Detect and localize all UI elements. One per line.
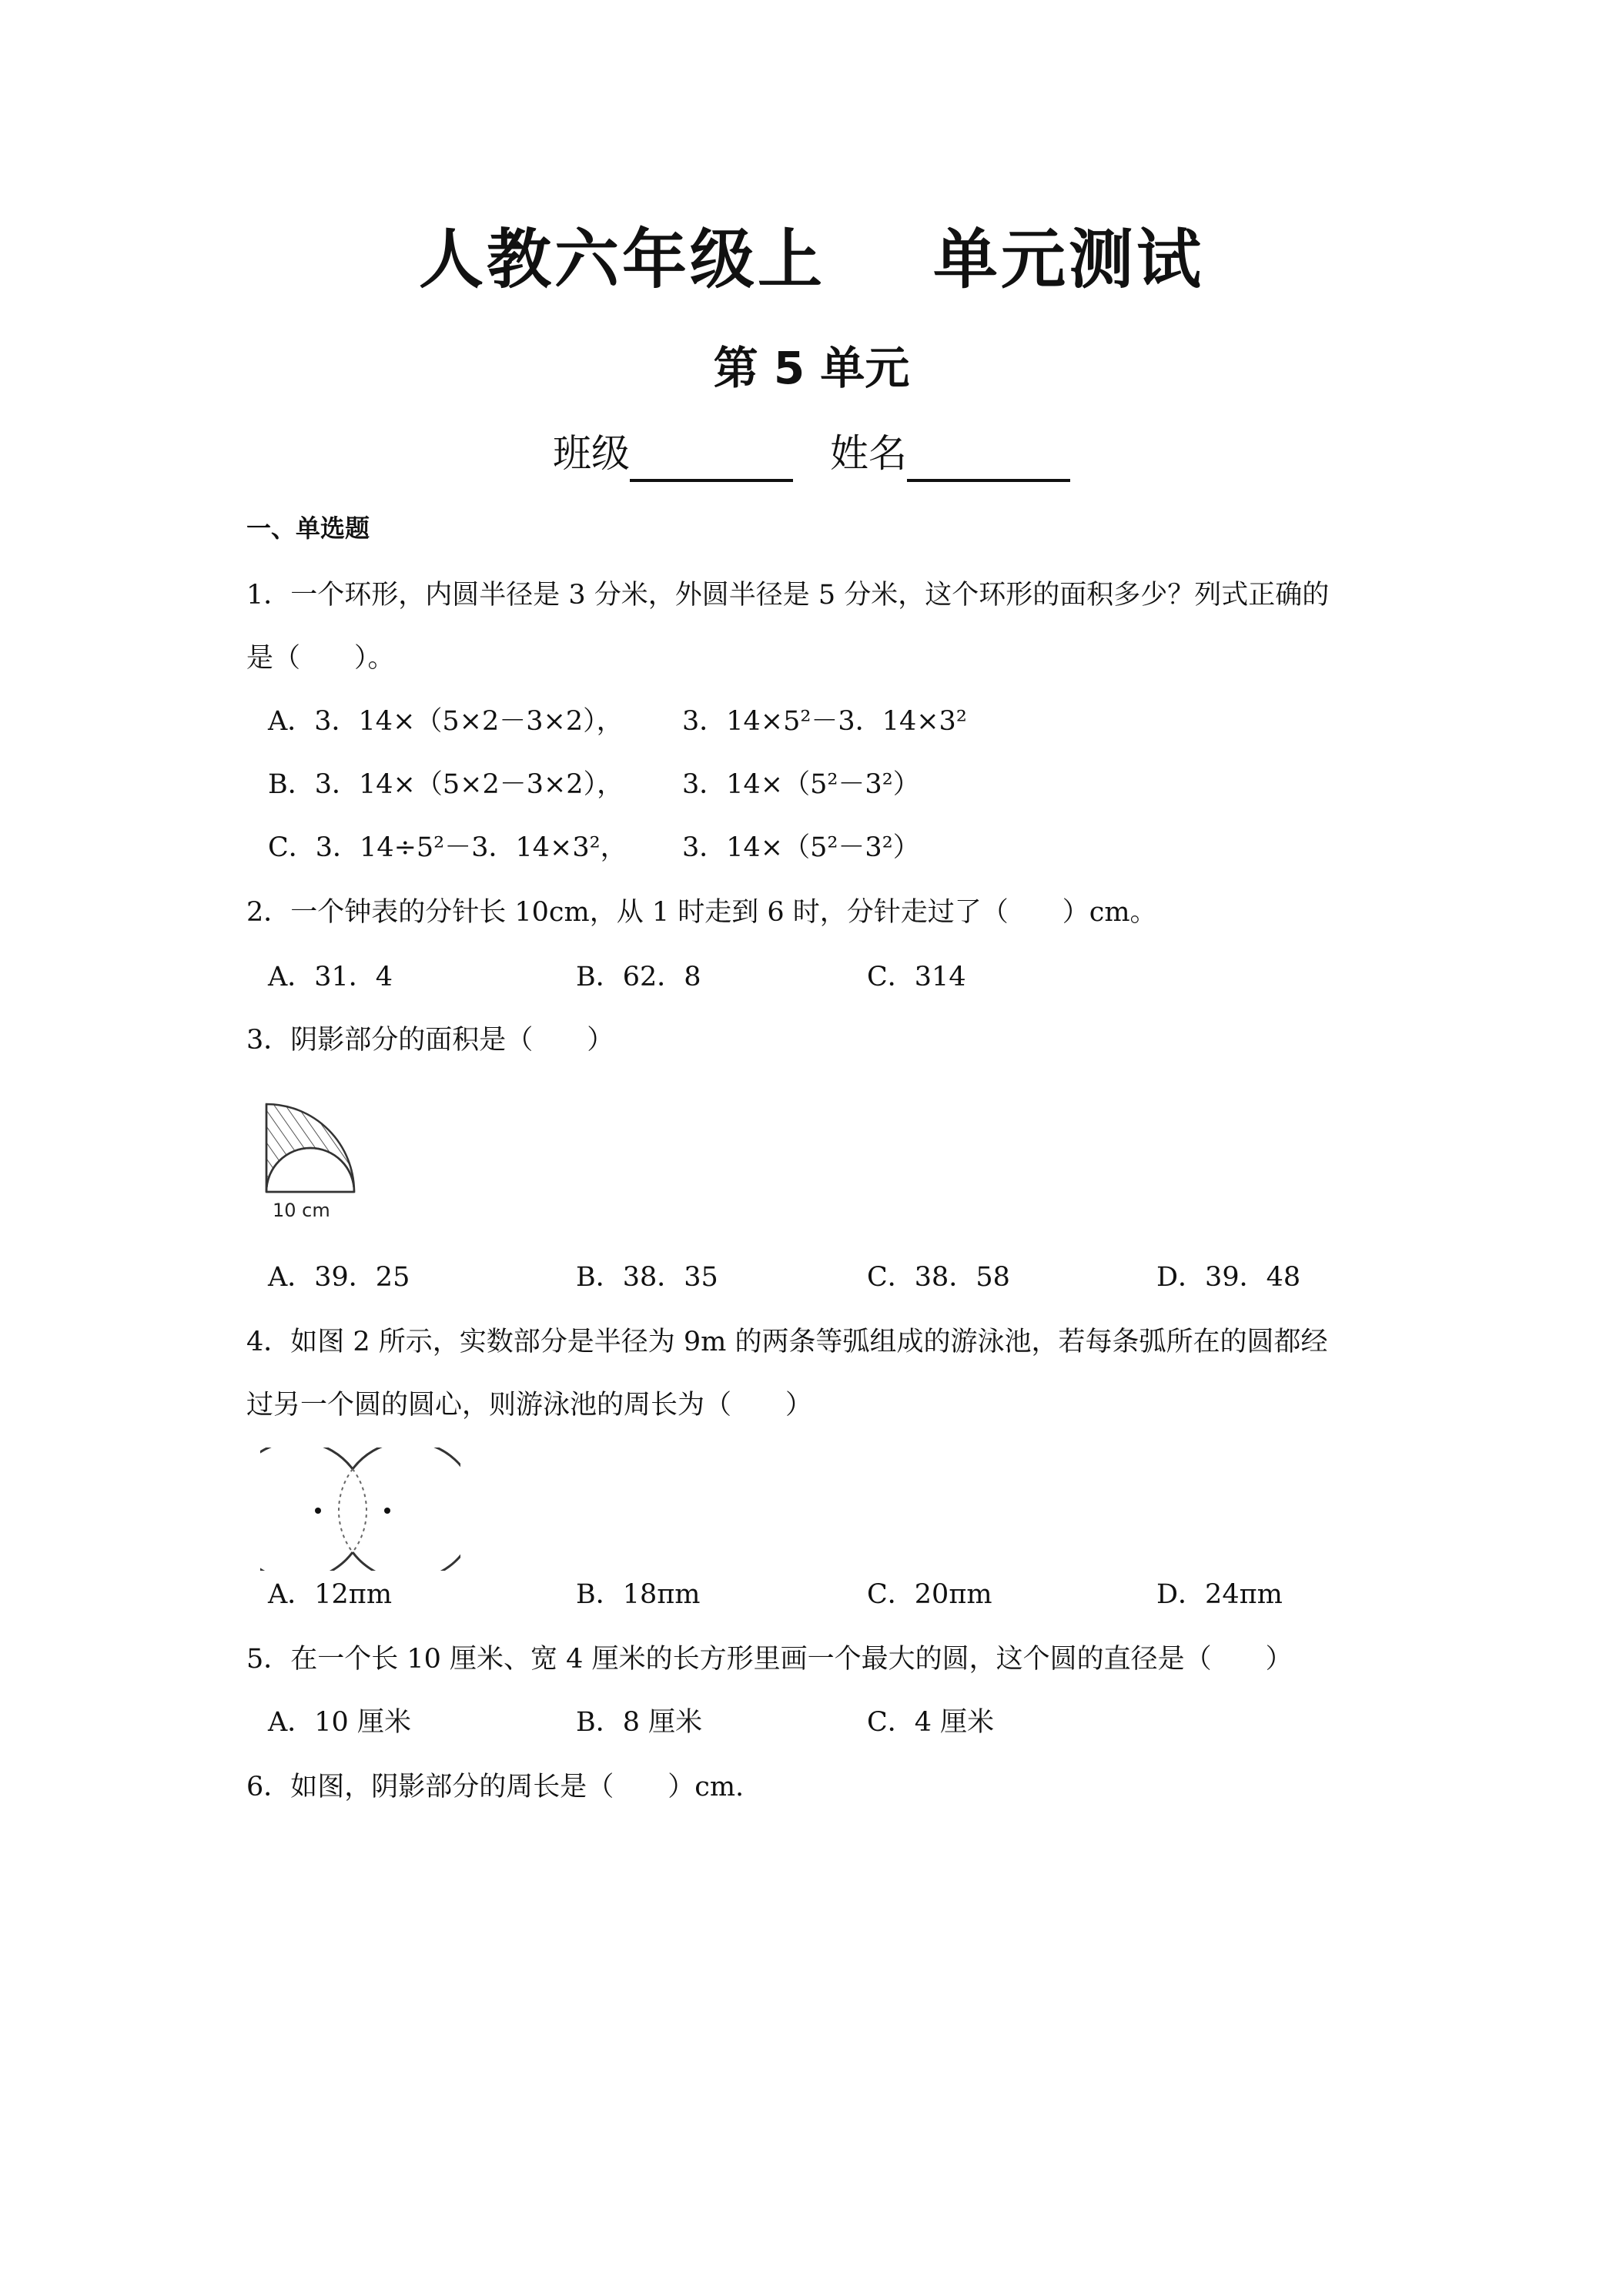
page-title bbox=[0, 217, 1623, 302]
q3-quarter-circle-figure bbox=[254, 1093, 370, 1224]
q3-option-b: B．38．35 bbox=[576, 1262, 718, 1293]
q5-option-b: B．8 厘米 bbox=[576, 1707, 703, 1738]
q1-option-c-part2: 3．14×（5²－3²） bbox=[682, 832, 920, 863]
q4-option-c: C．20πm bbox=[867, 1579, 992, 1610]
q5-text: 5．在一个长 10 厘米、宽 4 厘米的长方形里画一个最大的圆，这个圆的直径是（ ） bbox=[246, 1644, 1293, 1675]
q1-option-c-part1: C．3．14÷5²－3．14×3²， bbox=[268, 832, 627, 863]
title-left: 人教六年级上 bbox=[418, 222, 825, 297]
q1-text-line2: 是（ ）。 bbox=[246, 643, 395, 674]
q2-option-a: A．31．4 bbox=[268, 962, 393, 992]
section-heading: 一、单选题 bbox=[246, 514, 370, 543]
q5-option-c: C．4 厘米 bbox=[867, 1707, 995, 1738]
q1-option-b-part2: 3．14×（5²－3²） bbox=[682, 769, 920, 800]
name-label: 姓名 bbox=[830, 431, 907, 476]
q4-text-line2: 过另一个圆的圆心，则游泳池的周长为（ ） bbox=[246, 1390, 813, 1421]
q1-option-a-part2: 3．14×5²－3．14×3² bbox=[682, 706, 967, 737]
q4-option-d: D．24πm bbox=[1156, 1579, 1283, 1610]
q1-option-a-part1: A．3．14×（5×2－3×2）， bbox=[268, 706, 624, 737]
q2-text: 2．一个钟表的分针长 10cm，从 1 时走到 6 时，分针走过了（ ）cm。 bbox=[246, 897, 1157, 928]
class-blank[interactable] bbox=[630, 436, 793, 482]
unit-subtitle: 第 5 单元 bbox=[713, 342, 910, 394]
q3-option-a: A．39．25 bbox=[268, 1262, 410, 1293]
q3-figure-label: 10 cm bbox=[273, 1200, 330, 1221]
q2-option-b: B．62．8 bbox=[576, 962, 701, 992]
q4-text-line1: 4．如图 2 所示，实数部分是半径为 9m 的两条等弧组成的游泳池，若每条弧所在的圆都经 bbox=[246, 1327, 1328, 1357]
q4-option-a: A．12πm bbox=[268, 1579, 393, 1610]
q1-option-b-part1: B．3．14×（5×2－3×2）， bbox=[268, 769, 624, 800]
q4-pool-figure bbox=[260, 1448, 460, 1571]
class-label: 班级 bbox=[553, 431, 630, 476]
student-info-line bbox=[0, 425, 1623, 482]
q3-option-c: C．38．58 bbox=[867, 1262, 1010, 1293]
q5-option-a: A．10 厘米 bbox=[268, 1707, 411, 1738]
q2-option-c: C．314 bbox=[867, 962, 966, 992]
q1-text-line1: 1．一个环形，内圆半径是 3 分米，外圆半径是 5 分米，这个环形的面积多少？列式正确的 bbox=[246, 580, 1330, 611]
q4-option-b: B．18πm bbox=[576, 1579, 701, 1610]
q3-option-d: D．39．48 bbox=[1156, 1262, 1301, 1293]
title-right: 单元测试 bbox=[933, 222, 1205, 297]
q3-text: 3．阴影部分的面积是（ ） bbox=[246, 1025, 614, 1056]
name-blank[interactable] bbox=[907, 436, 1070, 482]
q6-text: 6．如图，阴影部分的周长是（ ）cm. bbox=[246, 1772, 745, 1802]
